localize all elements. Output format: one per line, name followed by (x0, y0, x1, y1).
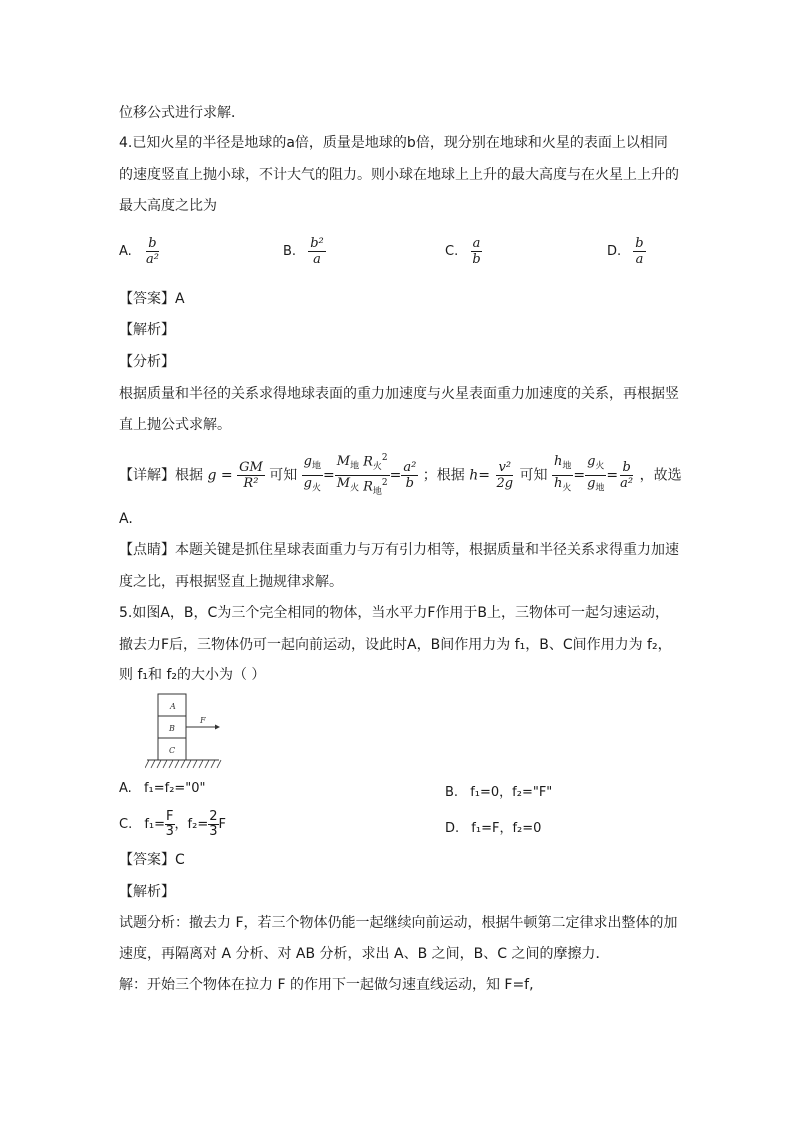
formula-a2-b: $\frac{\text{a²}}{b}$ (403, 459, 417, 491)
q4-jiexi-heading: 【解析】 (119, 322, 175, 338)
text-line: 位移公式进行求解． (119, 105, 245, 121)
option-fraction: $\frac{\text{b²}}{a}$ (310, 236, 324, 267)
formula-gm-r2: $\frac{GM}{\text{R²}}$ (239, 459, 263, 491)
option-label: C. (445, 244, 459, 259)
force-label: F (200, 716, 206, 725)
q5-jiexi-heading: 【解析】 (119, 884, 175, 900)
q5-solution-line-1: 试题分析：撤去力 F，若三个物体仍能一起继续向前运动，根据牛顿第二定律求出整体的加 (119, 915, 678, 931)
option-fraction: $\frac{b}{a}$ (635, 236, 644, 267)
stacked-blocks-figure (145, 690, 225, 772)
question-4-line-2: 的速度竖直上抛小球，不计大气的阻力。则小球在地球上上升的最大高度与在火星上上升的 (119, 167, 679, 183)
option-fraction: $\frac{F}{3}$ (165, 809, 174, 839)
q4-option-a (119, 236, 161, 267)
formula-r-ratio: $\frac{R_火^2}{R_地^2}$ (363, 453, 388, 497)
q5-option-d: D. f₁=F，f₂=0 (445, 821, 542, 836)
q5-option-c: C. f₁= $\frac{F}{3}$ ，f₂= $\frac{2}{3}$ F (119, 809, 226, 839)
ground-hatching (145, 760, 221, 768)
question-4-line-3: 最大高度之比为 (119, 198, 217, 214)
question-4-line-1: 4.已知火星的半径是地球的a倍，质量是地球的b倍，现分别在地球和火星的表面上以相同 (119, 135, 668, 151)
q4-option-b (283, 236, 326, 267)
formula-h-ratio: $\frac{h_地}{h_火}$ (553, 454, 572, 494)
formula-m-ratio: $\frac{M_地}{M_火}$ (336, 454, 360, 494)
formula-g-ratio: $\frac{g_地}{g_火}$ (303, 454, 322, 494)
formula-h: $\frac{\text{v²}}{2g}$ (496, 459, 514, 491)
q4-answer: 【答案】A (119, 291, 185, 307)
formula-b-a2: $\frac{b}{\text{a²}}$ (620, 459, 634, 491)
option-label: D. (607, 244, 622, 259)
option-fraction: $\frac{2}{3}$ (209, 809, 218, 839)
formula-g-ratio-2: $\frac{g_火}{g_地}$ (587, 454, 605, 494)
q5-option-a: A. f₁=f₂="0" (119, 781, 206, 796)
q4-detail-end: A. (119, 511, 133, 527)
q5-solution-line-3: 解：开始三个物体在拉力 F 的作用下一起做匀速直线运动，知 F=f, (119, 977, 534, 993)
q4-detail-line: 【详解】根据 g = $\frac{GM}{\text{R²}}$ 可知 $\frac{g_地}{g_火}$ = $\frac{M_地}{M_火}$ $\frac{R_火^2}{R_地^2}$ = $\frac{\text{a²}}{b}$ ；根据 h= $\frac{\text{v²}}{2g}$ 可知 $\frac{h_地}{h_火}$ = $\frac{g_火}{g_地}$ = $\frac{b}{\text{a²}}$ ，故选 (119, 451, 682, 500)
q4-fenxi-heading: 【分析】 (119, 354, 175, 370)
q4-option-c (445, 236, 483, 267)
block-a-label: A (170, 702, 176, 711)
q5-solution-line-2: 速度，再隔离对 A 分析、对 AB 分析，求出 A、B 之间，B、C 之间的摩擦力． (119, 946, 610, 962)
q4-dianjing-line-2: 度之比，再根据竖直上抛规律求解。 (119, 574, 343, 590)
option-fraction: $\frac{a}{b}$ (472, 236, 481, 267)
question-5-line-1: 5.如图A，B，C为三个完全相同的物体，当水平力F作用于B上，三物体可一起匀速运动， (119, 605, 669, 621)
q5-answer: 【答案】C (119, 852, 185, 868)
option-label: B. (283, 244, 297, 259)
question-5-line-3: 则 f₁和 f₂的大小为（ ） (119, 667, 266, 683)
q4-analysis-line-2: 直上抛公式求解。 (119, 417, 231, 433)
option-label: A. (119, 244, 132, 259)
q5-option-b: B. f₁=0，f₂="F" (445, 785, 553, 800)
block-c-label: C (169, 746, 176, 755)
q4-option-d (607, 236, 646, 267)
question-5-line-2: 撤去力F后，三物体仍可一起向前运动，设此时A，B间作用力为 f₁，B、C间作用力为 f₂， (119, 637, 672, 653)
force-arrowhead (215, 725, 220, 730)
option-fraction: $\frac{b}{\text{a²}}$ (145, 236, 159, 267)
block-b-label: B (169, 724, 175, 733)
q4-analysis-line-1: 根据质量和半径的关系求得地球表面的重力加速度与火星表面重力加速度的关系，再根据竖 (119, 386, 679, 402)
q4-dianjing-line-1: 【点睛】本题关键是抓住星球表面重力与万有引力相等，根据质量和半径关系求得重力加速 (119, 542, 679, 558)
